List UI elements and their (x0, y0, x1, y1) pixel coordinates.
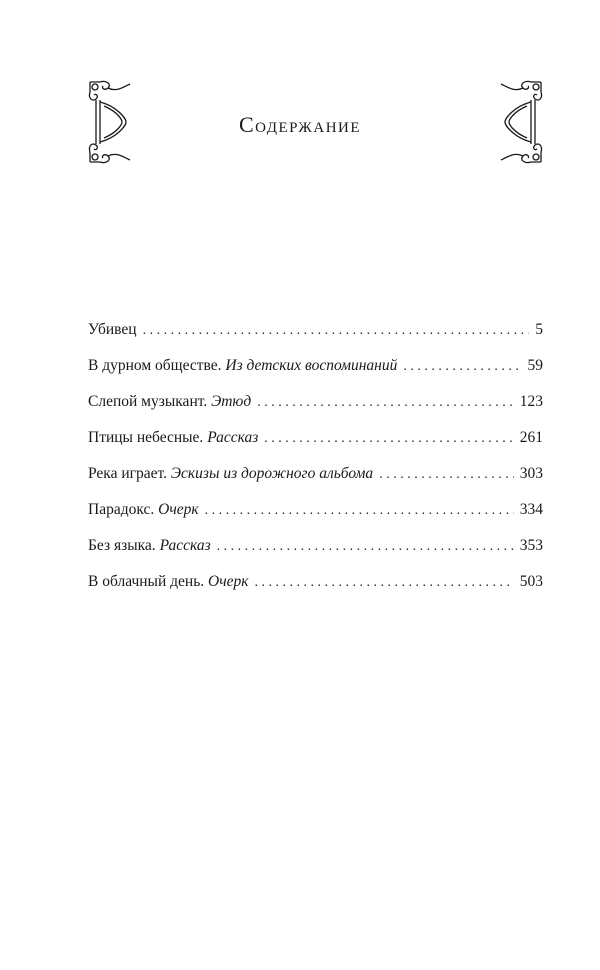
toc-entry-title: Без языка. Рассказ (88, 537, 211, 554)
toc-page-number: 261 (519, 429, 543, 446)
toc-page-number: 503 (519, 573, 543, 590)
toc-entry-title: Убивец (88, 321, 137, 338)
toc-page-number: 123 (519, 393, 543, 410)
toc-entry-title: В облачный день. Очерк (88, 573, 249, 590)
toc-entry-title: Слепой музыкант. Этюд (88, 393, 252, 410)
table-of-contents (88, 320, 543, 608)
toc-leader-dots (217, 537, 514, 557)
toc-entry[interactable] (88, 572, 543, 608)
toc-page-number: 59 (527, 357, 543, 374)
toc-page-number: 303 (519, 465, 543, 482)
toc-entry-title: Парадокс. Очерк (88, 501, 199, 518)
toc-leader-dots (403, 357, 521, 377)
toc-leader-dots (257, 393, 514, 413)
toc-entry-subtitle: Очерк (158, 501, 199, 518)
toc-page-number: 5 (535, 321, 543, 338)
toc-entry-subtitle: Рассказ (159, 537, 211, 554)
toc-entry[interactable] (88, 428, 543, 464)
toc-entry-title: В дурном обществе. Из детских воспоминаний (88, 357, 398, 374)
toc-entry-subtitle: Из детских воспоминаний (225, 357, 398, 374)
toc-entry-title: Птицы небесные. Рассказ (88, 429, 259, 446)
toc-entry-subtitle: Рассказ (207, 429, 259, 446)
toc-entry[interactable] (88, 320, 543, 356)
toc-leader-dots (143, 321, 530, 341)
toc-entry[interactable] (88, 356, 543, 392)
toc-entry-subtitle: Этюд (211, 393, 252, 410)
toc-leader-dots (379, 465, 514, 485)
toc-entry[interactable] (88, 392, 543, 428)
toc-leader-dots (205, 501, 514, 521)
toc-entry[interactable] (88, 464, 543, 500)
toc-entry-subtitle: Очерк (208, 573, 249, 590)
toc-leader-dots (254, 573, 513, 593)
toc-entry-subtitle: Эскизы из дорожного альбома (170, 465, 374, 482)
toc-entry[interactable] (88, 536, 543, 572)
toc-page-number: 353 (519, 537, 543, 554)
toc-leader-dots (264, 429, 514, 449)
toc-entry[interactable] (88, 500, 543, 536)
toc-entry-title: Река играет. Эскизы из дорожного альбома (88, 465, 374, 482)
toc-page-number: 334 (519, 501, 543, 518)
page-title: Содержание (238, 112, 362, 137)
